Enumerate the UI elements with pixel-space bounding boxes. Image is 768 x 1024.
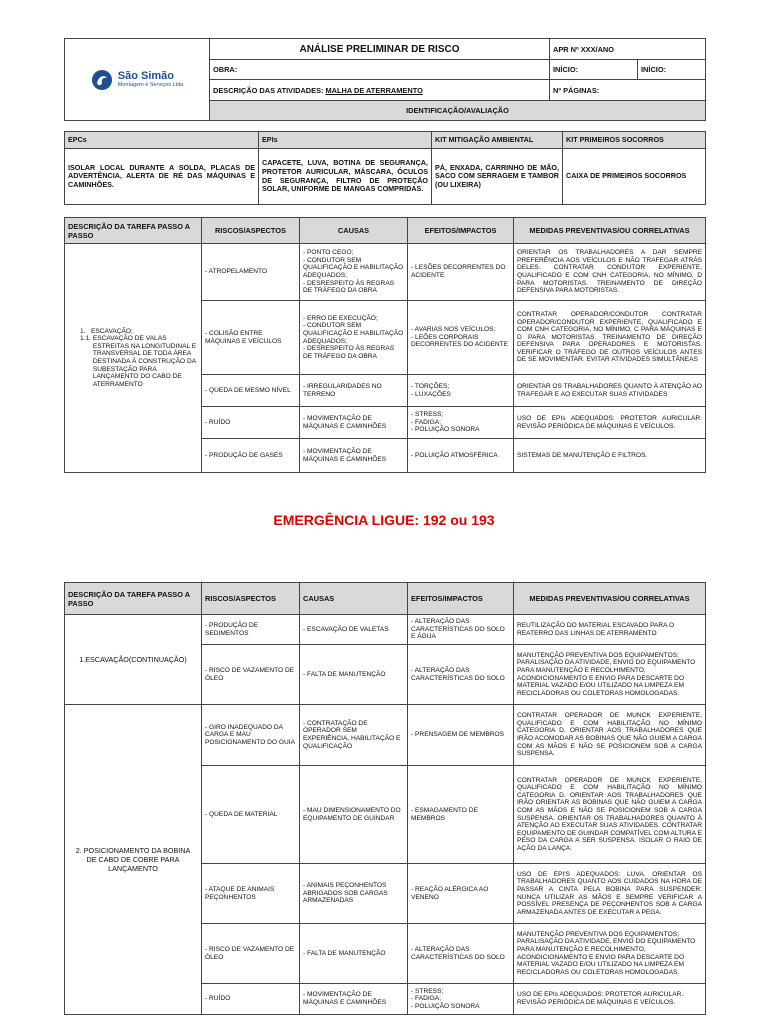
task-1-label: ESCAVAÇÃO;	[91, 327, 133, 335]
table2-row-5-measures: USO DE EPI'S ADEQUADOS: LUVA. ORIENTAR OS TRABALHADORES QUANTO AOS CUIDADOS NA HORA DE PASSAR A CINTA PELA BOBINA PARA SUSPENDER: NUNCA UTILIZAR AS MÃOS E SEMPRE VERIFICAR A POSSÍVEL PRESENÇA DE PEÇONHENTOS SOB A CARGA ARMAZENADA ANTES DE EXECUTAR A PEGA.	[514, 864, 706, 924]
table2-row-3-effects: - PRENSAGEM DE MEMBROS	[408, 705, 514, 766]
table-row-3-measures: ORIENTAR OS TRABALHADORES QUANTO À ATENÇÃO AO TRAFEGAR E AO EXECUTAR SUAS ATIVIDADES	[514, 375, 706, 407]
epcs-value: ISOLAR LOCAL DURANTE A SOLDA, PLACAS DE ADVERTÊNCIA, ALERTA DE RÉ DAS MÁQUINAS E CAMINHÕES.	[65, 149, 259, 205]
risk-table-1	[64, 217, 706, 473]
table2-row-5-effects: - REAÇÃO ALÉRGICA AO VENENO	[408, 864, 514, 924]
inicio-label-2: INÍCIO:	[638, 60, 706, 80]
header-measures-2: MEDIDAS PREVENTIVAS/OU CORRELATIVAS	[514, 583, 706, 615]
risk-table-2	[64, 582, 706, 1015]
header-measures: MEDIDAS PREVENTIVAS/OU CORRELATIVAS	[514, 218, 706, 244]
table-row-2-causes: - ERRO DE EXECUÇÃO; - CONDUTOR SEM QUALIFICAÇÃO E HABILITAÇÃO ADEQUADOS; - DESRESPEITO ÀS REGRAS DE TRÁFEGO DA OBRA	[300, 301, 408, 375]
table2-row-3-measures: CONTRATAR OPERADOR DE MUNCK EXPERIENTE, QUALIFICADO E COM HABILITAÇÃO NO MÍNIMO CATEGORIA D. ORIENTAR AOS TRABALHADORES QUE IRÃO ACOMODAR AS BOBINAS QUE NÃO GUIEM A CARGA COM AS MÃOS E NÃO SE POSICIONEM SOB A CARGA SUSPENSA.	[514, 705, 706, 766]
task-cell-escavacao-cont: 1.ESCAVAÇÃO(CONTINUAÇÃO)	[65, 615, 202, 705]
document-title: ANÁLISE PRELIMINAR DE RISCO	[210, 39, 550, 60]
company-logo	[65, 39, 210, 121]
table2-row-4-effects: - ESMAGAMENTO DE MEMBROS	[408, 766, 514, 864]
header-risks: RISCOS/ASPECTOS	[202, 218, 300, 244]
epcs-header: EPCs	[65, 132, 259, 149]
table2-row-6-measures: MANUTENÇÃO PREVENTIVA DOS EQUIPAMENTOS; PARALISAÇÃO DA ATIVIDADE, ENVIO DO EQUIPAMENTO PARA MANUTENÇÃO E RECOLHIMENTO, ACONDICIONAMENTO E ENVIO PARA DESCARTE DO MATERIAL VAZADO E/OU UTILIZADO NA LIMPEZA EM RECICLADORAS OU COLETORAS HOMOLOGADAS.	[514, 924, 706, 984]
table2-row-7-effects: - STRESS; - FADIGA; - POLUIÇÃO SONORA	[408, 984, 514, 1015]
table2-row-5-causes: - ANIMAIS PEÇONHENTOS ABRIGADOS SOB CARGAS ARMAZENADAS	[300, 864, 408, 924]
table2-row-3-causes: - CONTRATAÇÃO DE OPERADOR SEM EXPERIÊNCIA, HABILITAÇÃO E QUALIFICAÇÃO	[300, 705, 408, 766]
table2-row-7-causes: - MOVIMENTAÇÃO DE MÁQUINAS E CAMINHÕES	[300, 984, 408, 1015]
table2-row-4-risk: - QUEDA DE MATERIAL	[202, 766, 300, 864]
table-row-4-measures: USO DE EPIs ADEQUADOS: PROTETOR AURICULAR. REVISÃO PERIÓDICA DE MÁQUINAS E VEÍCULOS.	[514, 407, 706, 439]
table-row-3-effects: - TORÇÕES; - LUXAÇÕES	[408, 375, 514, 407]
header-effects: EFEITOS/IMPACTOS	[408, 218, 514, 244]
table-row-5-effects: - POLUIÇÃO ATMOSFÉRICA	[408, 439, 514, 473]
table2-row-2-effects: - ALTERAÇÃO DAS CARACTERÍSTICAS DO SOLO	[408, 645, 514, 705]
epis-value: CAPACETE, LUVA, BOTINA DE SEGURANÇA, PROTETOR AURICULAR, MÁSCARA, ÓCULOS DE SEGURANÇA, FILTRO DE PROTEÇÃO SOLAR, UNIFORME DE MANGAS COMPRIDAS.	[259, 149, 432, 205]
table2-row-6-causes: - FALTA DE MANUTENÇÃO	[300, 924, 408, 984]
table2-row-4-causes: - MAU DIMENSIONAMENTO DO EQUIPAMENTO DE GUINDAR	[300, 766, 408, 864]
table-row-4-causes: - MOVIMENTAÇÃO DE MÁQUINAS E CAMINHÕES	[300, 407, 408, 439]
task-cell-posicionamento: 2. POSICIONAMENTO DA BOBINA DE CABO DE COBRE PARA LANÇAMENTO	[65, 705, 202, 1015]
table-row-3-risk: - QUEDA DE MESMO NÍVEL	[202, 375, 300, 407]
company-name: São Simão	[117, 70, 175, 82]
table2-row-3-risk: - GIRO INADEQUADO DA CARGA E MAU POSICIONAMENTO DO GUIA	[202, 705, 300, 766]
activity-description	[210, 80, 550, 101]
epis-header: EPIs	[259, 132, 432, 149]
company-logo-icon	[91, 69, 113, 91]
table2-row-7-measures: USO DE EPIs ADEQUADOS: PROTETOR AURICULAR. REVISÃO PERIÓDICA DE MÁQUINAS E VEÍCULOS.	[514, 984, 706, 1015]
table2-row-2-causes: - FALTA DE MANUTENÇÃO	[300, 645, 408, 705]
table-row-5-causes: - MOVIMENTAÇÃO DE MÁQUINAS E CAMINHÕES	[300, 439, 408, 473]
company-subtitle: Montagem e Serviços Ltda	[117, 82, 184, 88]
activity-description-value: MALHA DE ATERRAMENTO	[325, 85, 423, 95]
identification-bar: IDENTIFICAÇÃO/AVALIAÇÃO	[210, 101, 706, 121]
table-row-1-causes: - PONTO CEGO; - CONDUTOR SEM QUALIFICAÇÃO E HABILITAÇÃO ADEQUADOS; - DESRESPEITO ÀS REGRAS DE TRÁFEGO DA OBRA	[300, 244, 408, 301]
header-task: DESCRIÇÃO DA TAREFA PASSO A PASSO	[65, 218, 202, 244]
header-causes-2: CAUSAS	[300, 583, 408, 615]
table-row-1-measures: ORIENTAR OS TRABALHADORES A DAR SEMPRE PREFERÊNCIA AOS VEÍCULOS E NÃO TRAFEGAR ATRÁS DELES. CONTRATAR CONDUTOR EXPERIENTE, QUALIFICADO E COM CNH CATEGORIA, NO MÍNIMO, D PARA MOTORISTAS. TREINAMENTO DE DIREÇÃO DEFENSIVA PARA MOTORISTAS.	[514, 244, 706, 301]
table-row-1-effects: - LESÕES DECORRENTES DO ACIDENTE	[408, 244, 514, 301]
obra-label: OBRA:	[210, 60, 550, 80]
table-row-5-measures: SISTEMAS DE MANUTENÇÃO E FILTROS.	[514, 439, 706, 473]
table-row-2-measures: CONTRATAR OPERADOR/CONDUTOR CONTRATAR OPERADOR/CONDUTOR EXPERIENTE, QUALIFICADO E COM CNH CATEGORIA, NO MÍNIMO, C PARA MÁQUINAS E D PARA MOTORISTAS. TREINAMENTO DE DIREÇÃO DEFENSIVA PARA OPERADORES E MOTORISTAS. VERIFICAR O TRÁFEGO DE OUTROS VEÍCULOS ANTES DE SE MOVIMENTAR. EVITAR ATIVIDADES SIMULTÂNEAS	[514, 301, 706, 375]
equipment-table	[64, 131, 706, 205]
activity-description-label: DESCRIÇÃO DAS ATIVIDADES:	[213, 85, 326, 95]
document-header	[64, 38, 706, 121]
table2-row-2-risk: - RISCO DE VAZAMENTO DE ÓLEO	[202, 645, 300, 705]
table-row-4-effects: - STRESS; - FADIGA; - POLUIÇÃO SONORA	[408, 407, 514, 439]
emergency-notice: EMERGÊNCIA LIGUE: 192 ou 193	[273, 512, 495, 528]
table2-row-4-measures: CONTRATAR OPERADOR DE MUNCK EXPERIENTE, QUALIFICADO E COM HABILITAÇÃO NO MÍNIMO CATEGORIA D. ORIENTAR AOS TRABALHADORES QUE IRÃO ORIENTAR AS BOBINAS QUE NÃO GUIEM A CARGA COM AS MÃOS E NÃO SE POSICIONEM SOB A CARGA SUSPENSA. ORIENTAR OS TRABALHADORES QUANTO À ATENÇÃO AO EXECUTAR SUAS ATIVIDADES. CONTRATAR EQUIPAMENTO DE GUINDAR COMPATÍVEL COM ALTURA E PESO DA CARGA A SER SUSPENSA. ISOLAR O RAIO DE AÇÃO DA LANÇA.	[514, 766, 706, 864]
table2-row-1-causes: - ESCAVAÇÃO DE VALETAS	[300, 615, 408, 645]
kit-socorros-value: CAIXA DE PRIMEIROS SOCORROS	[563, 149, 706, 205]
task-1-1-label: ESCAVAÇÃO DE VALAS ESTREITAS NA LONGITUDINAL E TRANSVERSAL DE TODA ÁREA DESTINADA À CONSTRUÇÃO DA SUBESTAÇÃO PARA LANÇAMENTO DO CABO DE ATERRAMENTO	[92, 335, 197, 388]
table2-row-2-measures: MANUTENÇÃO PREVENTIVA DOS EQUIPAMENTOS; PARALISAÇÃO DA ATIVIDADE, ENVIO DO EQUIPAMENTO PARA MANUTENÇÃO E RECOLHIMENTO, ACONDICIONAMENTO E ENVIO PARA DESCARTE DO MATERIAL VAZADO E/OU UTILIZADO NA LIMPEZA EM RECICLADORAS OU COLETORAS HOMOLOGADAS.	[514, 645, 706, 705]
task-cell-escavacao: 1. ESCAVAÇÃO; 1.1. ESCAVAÇÃO DE VALAS ESTREITAS NA LONGITUDINAL E TRANSVERSAL DE TODA ÁREA DESTINADA À CONSTRUÇÃO DA SUBESTAÇÃO PARA LANÇAMENTO DO CABO DE ATERRAMENTO	[65, 244, 202, 473]
table2-row-6-risk: - RISCO DE VAZAMENTO DE ÓLEO	[202, 924, 300, 984]
table-row-3-causes: - IRREGULARIDADES NO TERRENO	[300, 375, 408, 407]
apr-number-label: APR Nº XXX/ANO	[550, 39, 706, 60]
table-row-4-risk: - RUÍDO	[202, 407, 300, 439]
table-row-2-risk: - COLISÃO ENTRE MÁQUINAS E VEÍCULOS	[202, 301, 300, 375]
table2-row-5-risk: - ATAQUE DE ANIMAIS PEÇONHENTOS	[202, 864, 300, 924]
table2-row-1-risk: - PRODUÇÃO DE SEDIMENTOS	[202, 615, 300, 645]
table2-row-1-measures: REUTILIZAÇÃO DO MATERIAL ESCAVADO PARA O REATERRO DAS LINHAS DE ATERRAMENTO	[514, 615, 706, 645]
table2-row-7-risk: - RUÍDO	[202, 984, 300, 1015]
table-row-2-effects: - AVARIAS NOS VEÍCULOS; - LEÕES CORPORAIS DECORRENTES DO ACIDENTE	[408, 301, 514, 375]
header-risks-2: RISCOS/ASPECTOS	[202, 583, 300, 615]
header-effects-2: EFEITOS/IMPACTOS	[408, 583, 514, 615]
header-task-2: DESCRIÇÃO DA TAREFA PASSO A PASSO	[65, 583, 202, 615]
kit-ambiental-value: PÁ, ENXADA, CARRINHO DE MÃO, SACO COM SERRAGEM E TAMBOR (OU LIXEIRA)	[432, 149, 563, 205]
kit-socorros-header: KIT PRIMEIROS SOCORROS	[563, 132, 706, 149]
table2-row-6-effects: - ALTERAÇÃO DAS CARACTERÍSTICAS DO SOLO	[408, 924, 514, 984]
table2-row-1-effects: - ALTERAÇÃO DAS CARACTERÍSTICAS DO SOLO E ÁGUA	[408, 615, 514, 645]
kit-ambiental-header: KIT MITIGAÇÃO AMBIENTAL	[432, 132, 563, 149]
inicio-label-1: INÍCIO:	[550, 60, 638, 80]
header-causes: CAUSAS	[300, 218, 408, 244]
pages-label: Nº PÁGINAS:	[550, 80, 706, 101]
table-row-5-risk: - PRODUÇÃO DE GASES	[202, 439, 300, 473]
table-row-1-risk: - ATROPELAMENTO	[202, 244, 300, 301]
